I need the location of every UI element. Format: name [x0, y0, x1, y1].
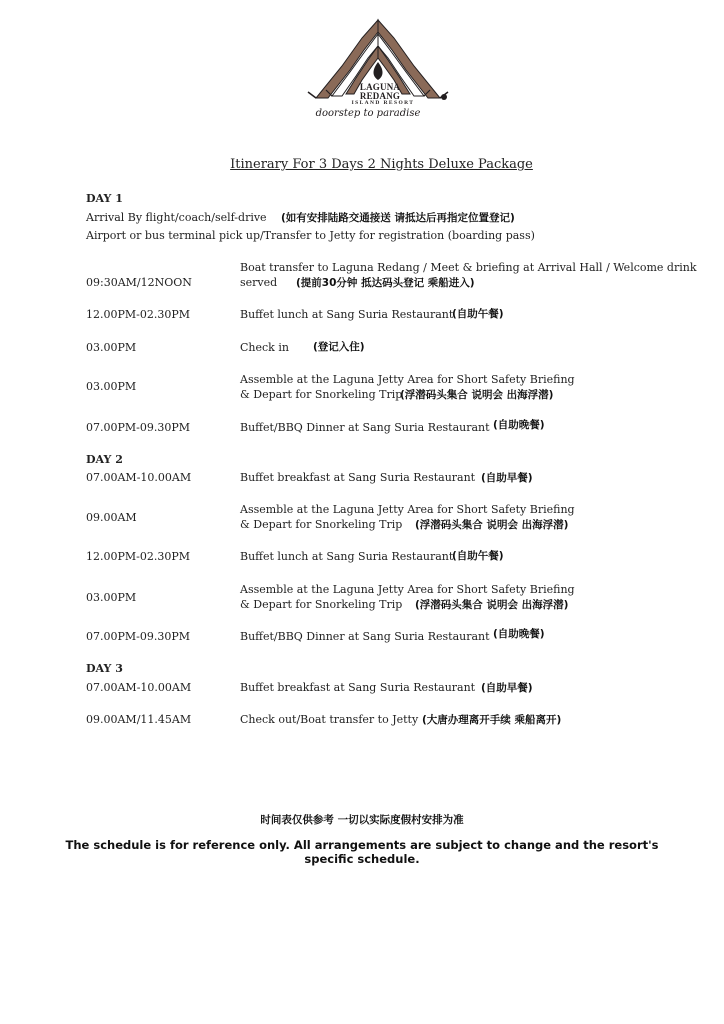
footer-note-cn: 时间表仅供参考 一切以实际度假村安排为准: [260, 814, 464, 826]
day3-row2-time: 09.00AM/11.45AM: [86, 713, 192, 726]
day1-arrival: Arrival By flight/coach/self-drive: [86, 211, 267, 224]
day1-row4-time: 03.00PM: [86, 380, 137, 393]
day2-row3-cn: (自助午餐): [452, 550, 504, 562]
day1-row2-time: 12.00PM-02.30PM: [86, 308, 191, 321]
day2-row2-time: 09.00AM: [86, 511, 137, 524]
day2-row4-desc2: & Depart for Snorkeling Trip: [240, 598, 403, 611]
day1-arrival-cn: (如有安排陆路交通接送 请抵达后再指定位置登记): [281, 212, 515, 224]
day2-row5-desc: Buffet/BBQ Dinner at Sang Suria Restaurant: [240, 630, 490, 643]
day2-row4-desc: Assemble at the Laguna Jetty Area for Short Safety Briefing: [240, 583, 575, 596]
day1-row2-desc: Buffet lunch at Sang Suria Restaurant: [240, 308, 454, 321]
day1-row3-time: 03.00PM: [86, 341, 137, 354]
day1-pickup: Airport or bus terminal pick up/Transfer to Jetty for registration (boarding pass): [86, 229, 535, 242]
day3-row1-time: 07.00AM-10.00AM: [86, 681, 192, 694]
day3-row1-desc: Buffet breakfast at Sang Suria Restaurant: [240, 681, 476, 694]
day2-row2-cn: (浮潜码头集合 说明会 出海浮潜): [415, 519, 569, 531]
footer-note-en-line2: specific schedule.: [304, 852, 420, 866]
day1-row5-cn: (自助晚餐): [493, 419, 545, 431]
footer-note-en: [0, 838, 724, 866]
resort-logo: [298, 18, 458, 122]
day1-row4-cn: (浮潜码头集合 说明会 出海浮潜): [400, 389, 554, 401]
thai-roof-logo-icon: [298, 18, 458, 122]
day1-heading: DAY 1: [86, 192, 123, 205]
day1-row3-desc: Check in: [240, 341, 289, 354]
day1-row1-desc2: served: [240, 276, 278, 289]
day1-row4-desc: Assemble at the Laguna Jetty Area for Short Safety Briefing: [240, 373, 575, 386]
day3-row2-desc: Check out/Boat transfer to Jetty: [240, 713, 419, 726]
day2-row4-cn: (浮潜码头集合 说明会 出海浮潜): [415, 599, 569, 611]
day1-row1-time: 09:30AM/12NOON: [86, 276, 192, 289]
day2-row3-desc: Buffet lunch at Sang Suria Restaurant: [240, 550, 454, 563]
day3-row1-cn: (自助早餐): [481, 682, 533, 694]
day1-row2-cn: (自助午餐): [452, 308, 504, 320]
day1-row5-desc: Buffet/BBQ Dinner at Sang Suria Restaurant: [240, 421, 490, 434]
day2-row5-time: 07.00PM-09.30PM: [86, 630, 191, 643]
footer-note-en-line1: The schedule is for reference only. All arrangements are subject to change and the resort's: [65, 838, 659, 852]
day2-row4-time: 03.00PM: [86, 591, 137, 604]
day1-row3-cn: (登记入住): [313, 341, 365, 353]
logo-tagline: doorstep to paradise: [315, 108, 421, 119]
day2-row1-time: 07.00AM-10.00AM: [86, 471, 192, 484]
day2-heading: DAY 2: [86, 453, 123, 466]
day2-row1-desc: Buffet breakfast at Sang Suria Restaurant: [240, 471, 476, 484]
page-title: Itinerary For 3 Days 2 Nights Deluxe Package: [230, 157, 533, 172]
day3-row2-cn: (大唐办理离开手续 乘船离开): [422, 714, 562, 726]
day2-row3-time: 12.00PM-02.30PM: [86, 550, 191, 563]
day2-row2-desc: Assemble at the Laguna Jetty Area for Short Safety Briefing: [240, 503, 575, 516]
day2-row1-cn: (自助早餐): [481, 472, 533, 484]
registered-mark-icon: [441, 94, 447, 100]
day1-row1-desc: Boat transfer to Laguna Redang / Meet & briefing at Arrival Hall / Welcome drink: [240, 261, 697, 274]
day2-row2-desc2: & Depart for Snorkeling Trip: [240, 518, 403, 531]
logo-subtitle: ISLAND RESORT: [351, 100, 415, 106]
day1-row1-cn: (提前30分钟 抵达码头登记 乘船进入): [296, 277, 475, 289]
day1-row5-time: 07.00PM-09.30PM: [86, 421, 191, 434]
day1-row4-desc2: & Depart for Snorkeling Trip: [240, 388, 403, 401]
day2-row5-cn: (自助晚餐): [493, 628, 545, 640]
logo-name-line1: LAGUNA: [359, 82, 401, 92]
logo-name-line2: REDANG: [359, 91, 401, 101]
day3-heading: DAY 3: [86, 662, 123, 675]
